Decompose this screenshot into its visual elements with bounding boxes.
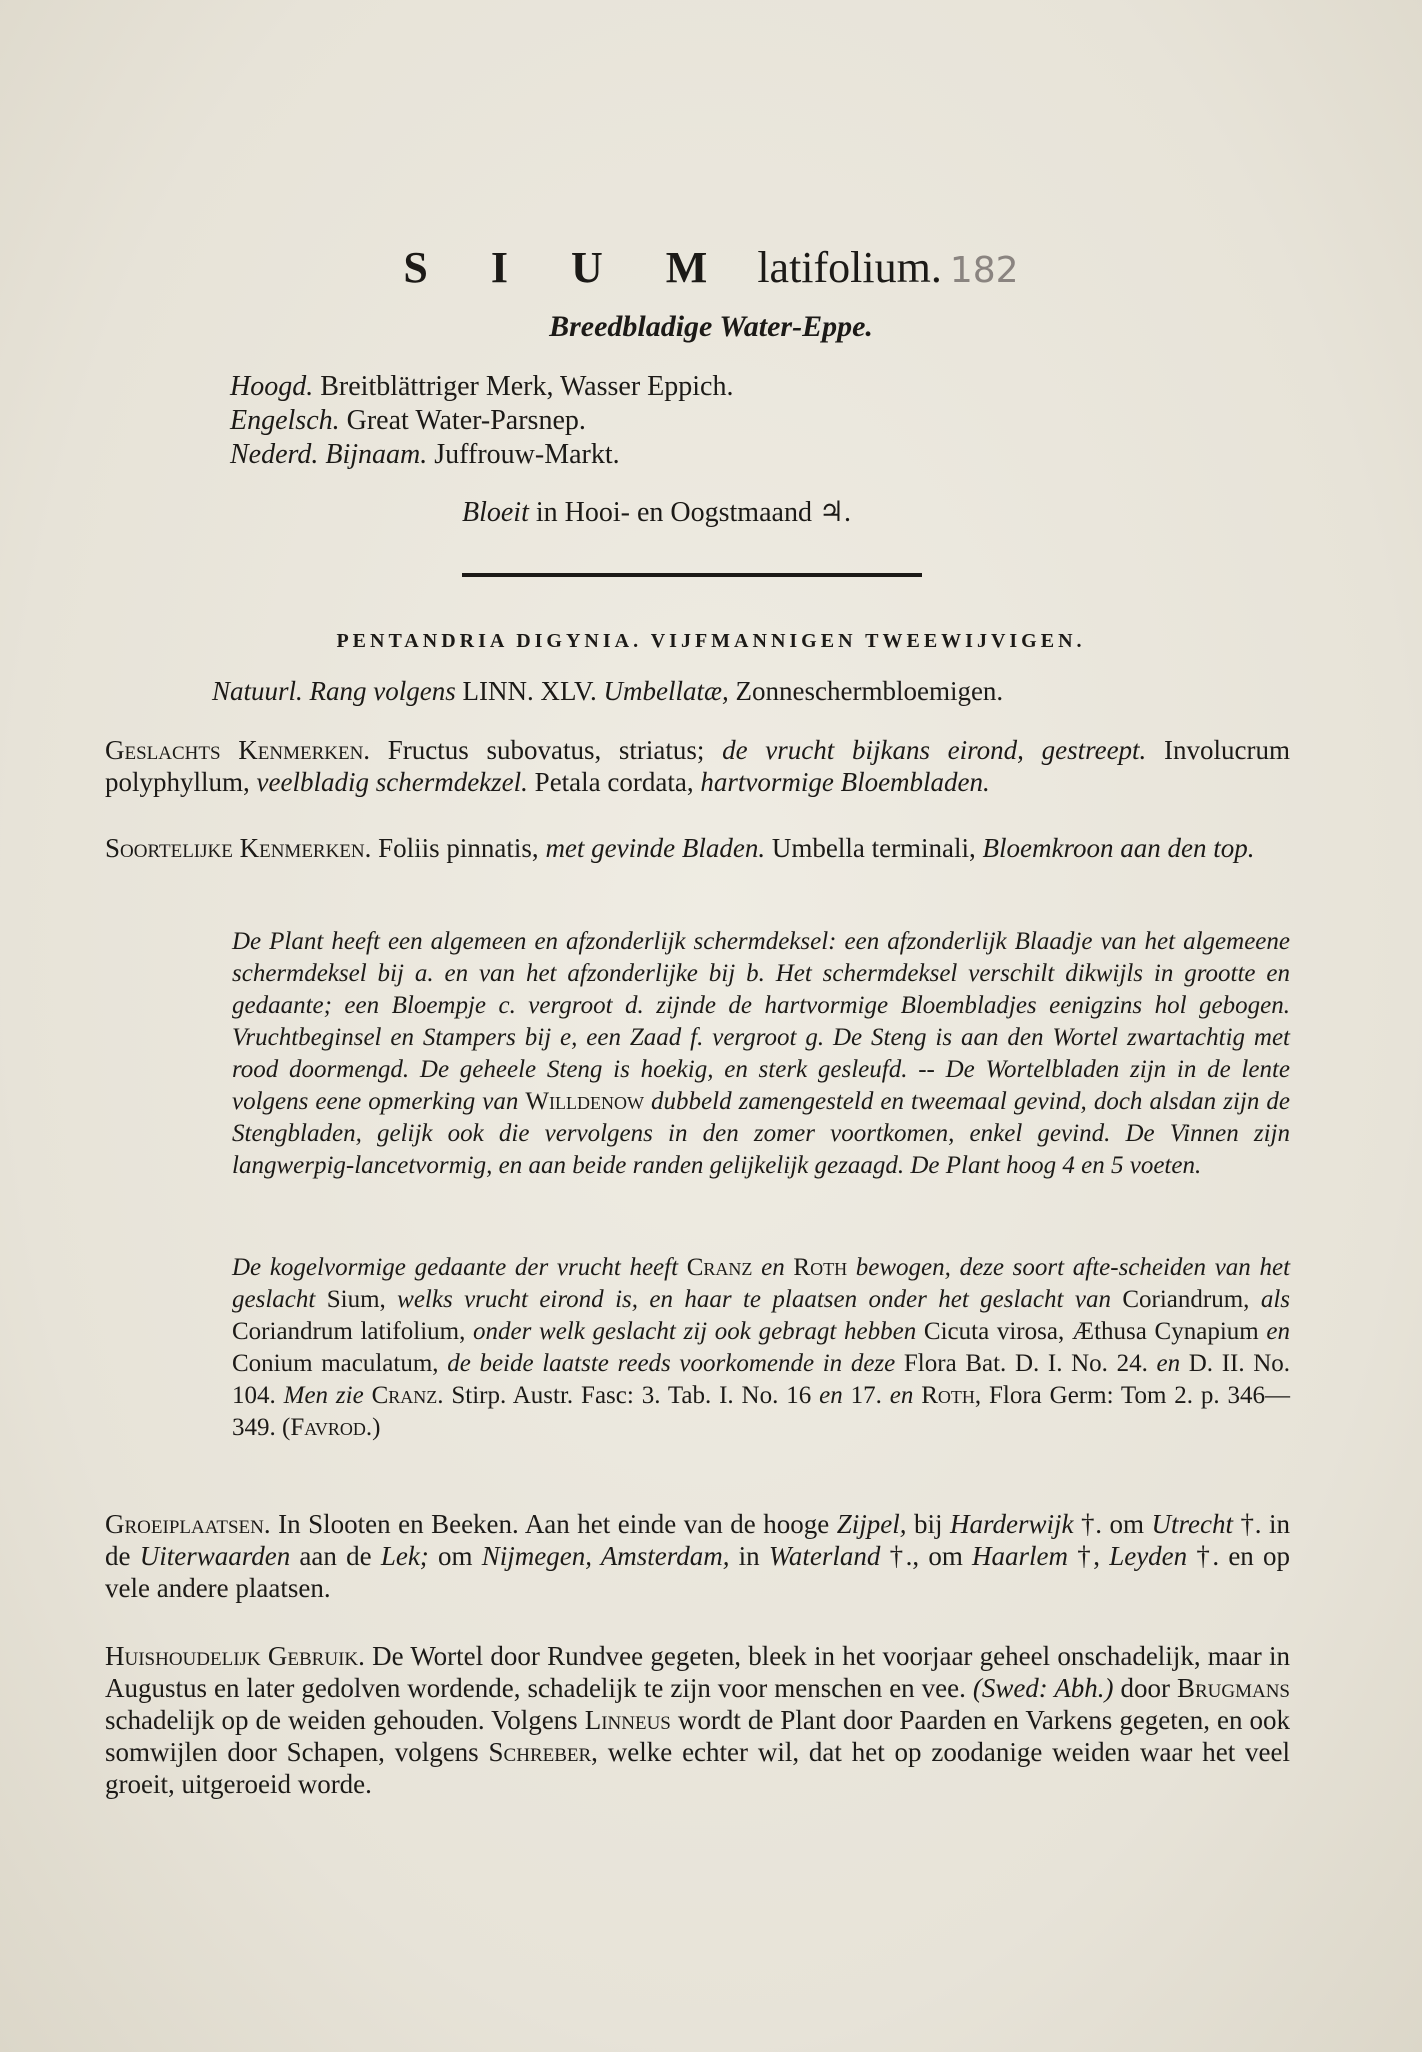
plant-description-note: De Plant heeft een algemeen en afzonderlijk schermdeksel: een afzonderlijk Blaadje van het algemeene schermdeksel bij a. en van het afzonderlijke bij b. Het schermdeksel verschilt dikwijls in grootte en gedaante; een Bloempje c. vergroot d. zijnde de hartvormige Bloembladjes eenigzins hol gebogen. Vruchtbeginsel en Stampers bij e, een Zaad f. vergroot g. De Steng is aan den Wortel zwartachtig met rood doormengd. De geheele Steng is hoekig, en sterk gesleufd. -- De Wortelbladen zijn in de lente volgens eene opmerking van Willdenow dubbeld zamengesteld en tweemaal gevind, doch alsdan zijn de Stengbladen, gelijk ook die vervolgens in den zomer voortkomen, enkel gevind. De Vinnen zijn langwerpig-lancetvormig, en aan beide randen gelijkelijk gezaagd. De Plant hoog 4 en 5 voeten.: [232, 928, 1290, 1179]
classification-heading: PENTANDRIA DIGYNIA. VIJFMANNIGEN TWEEWIJVIGEN.: [336, 630, 1086, 652]
name-row: Hoogd. Breitblättriger Merk, Wasser Eppich.: [230, 371, 734, 402]
species-name: latifolium.: [757, 243, 942, 292]
dutch-name: Breedbladige Water-Eppe.: [549, 310, 873, 343]
habitat-section: Groeiplaatsen. In Slooten en Beeken. Aan het einde van de hooge Zijpel, bij Harderwijk †. om Utrecht †. in de Uiterwaarden aan de Lek; om Nijmegen, Amsterdam, in Waterland †., om Haarlem †, Leyden †. en op vele andere plaatsen.: [105, 1509, 1291, 1603]
species-characters: Soortelijke Kenmerken. Foliis pinnatis, met gevinde Bladen. Umbella terminali, Bloemkroon aan den top.: [105, 833, 1255, 863]
page-title: [0, 240, 1422, 299]
handwritten-number: 182: [949, 250, 1019, 291]
classification-note: De kogelvormige gedaante der vrucht heeft Cranz en Roth bewogen, deze soort afte-scheiden van het geslacht Sium, welks vrucht eirond is, en haar te plaatsen onder het geslacht van Coriandrum, als Coriandrum latifolium, onder welk geslacht zij ook gebragt hebben Cicuta virosa, Æthusa Cynapium en Conium maculatum, de beide laatste reeds voorkomende in deze Flora Bat. D. I. No. 24. en D. II. No. 104. Men zie Cranz. Stirp. Austr. Fasc: 3. Tab. I. No. 16 en 17. en Roth, Flora Germ: Tom 2. p. 346—349. (Favrod.): [232, 1254, 1291, 1441]
ornamental-rule: [462, 571, 922, 579]
natural-order-line: Natuurl. Rang volgens LINN. XLV. Umbellatæ, Zonneschermbloemigen.: [212, 676, 1004, 706]
genus-name: S I U M: [403, 243, 734, 292]
genus-characters: Geslachts Kenmerken. Fructus subovatus, striatus; de vrucht bijkans eirond, gestreept. Involucrum polyphyllum, veelbladig schermdekzel. Petala cordata, hartvormige Bloembladen.: [105, 735, 1290, 797]
name-row: Engelsch. Great Water-Parsnep.: [230, 405, 586, 436]
household-use-section: Huishoudelijk Gebruik. De Wortel door Rundvee gegeten, bleek in het voorjaar geheel onschadelijk, maar in Augustus en later gedolven wordende, schadelijk te zijn voor menschen en vee. (Swed: Abh.) door Brugmans schadelijk op de weiden gehouden. Volgens Linneus wordt de Plant door Paarden en Varkens gegeten, en ook somwijlen door Schapen, volgens Schreber, welke echter wil, dat het op zoodanige weiden waar het veel groeit, uitgeroeid worde.: [105, 1641, 1291, 1799]
bloom-line: Bloeit in Hooi- en Oogstmaand ♃.: [462, 497, 852, 528]
name-row: Nederd. Bijnaam. Juffrouw-Markt.: [230, 439, 620, 470]
vernacular-names: [230, 370, 733, 472]
